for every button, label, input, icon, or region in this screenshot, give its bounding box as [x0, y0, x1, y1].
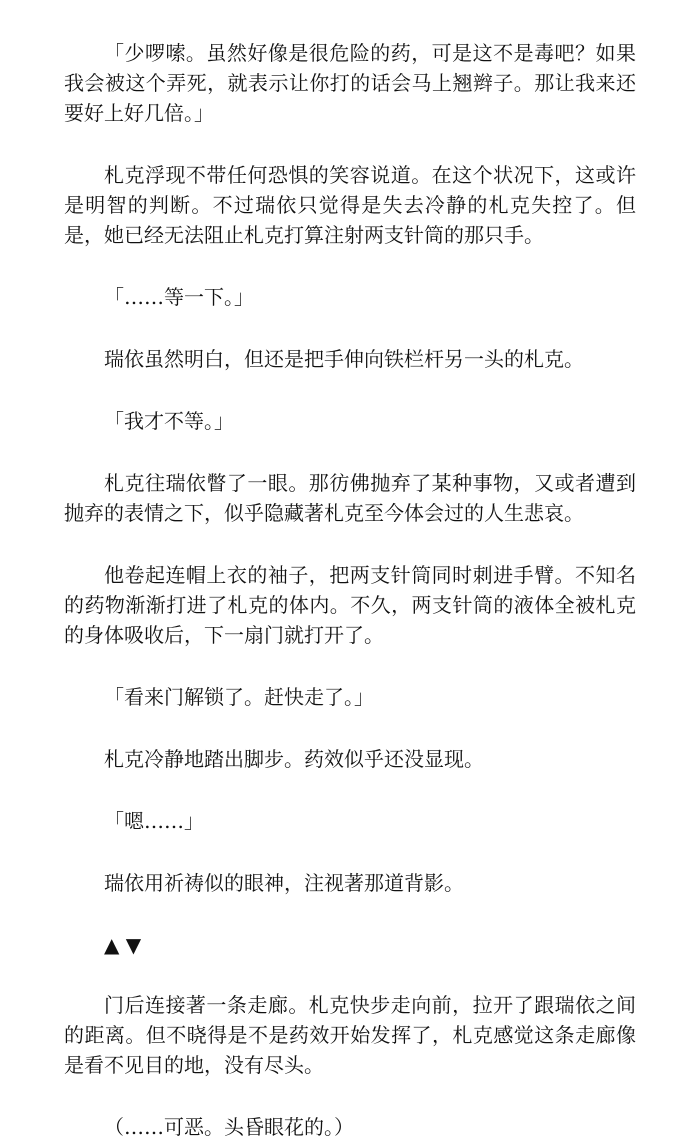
paragraph-8: 「看来门解锁了。赶快走了。」 [104, 685, 374, 709]
paragraph-5: 「我才不等。」 [104, 409, 234, 433]
paragraph-11: 瑞依用祈祷似的眼神，注视著那道背影。 [104, 871, 464, 895]
paragraph-10: 「嗯……」 [104, 809, 204, 833]
paragraph-3: 「……等一下。」 [104, 285, 254, 309]
paragraph-6: 札克往瑞依瞥了一眼。那彷佛抛弃了某种事物，又或者遭到抛弃的表情之下，似乎隐藏著札克至今体会过的人生悲哀。 [64, 471, 636, 525]
paragraph-9: 札克冷静地踏出脚步。药效似乎还没显现。 [104, 747, 484, 771]
scene-break-triangles: ▲ ▼ [104, 933, 142, 957]
paragraph-12: 门后连接著一条走廊。札克快步走向前，拉开了跟瑞依之间的距离。但不晓得是不是药效开始发挥了，札克感觉这条走廊像是看不见目的地，没有尽头。 [64, 993, 636, 1077]
paragraph-2: 札克浮现不带任何恐惧的笑容说道。在这个状况下，这或许是明智的判断。不过瑞依只觉得是失去冷静的札克失控了。但是，她已经无法阻止札克打算注射两支针筒的那只手。 [64, 163, 636, 247]
paragraph-7: 他卷起连帽上衣的袖子，把两支针筒同时刺进手臂。不知名的药物渐渐打进了札克的体内。不久，两支针筒的液体全被札克的身体吸收后，下一扇门就打开了。 [64, 563, 636, 647]
paragraph-4: 瑞依虽然明白，但还是把手伸向铁栏杆另一头的札克。 [104, 347, 584, 371]
paragraph-1: 「少啰嗦。虽然好像是很危险的药，可是这不是毒吧？如果我会被这个弄死，就表示让你打的话会马上翘辫子。那让我来还要好上好几倍。」 [64, 41, 636, 125]
paragraph-13: （……可恶。头昏眼花的。） [104, 1115, 354, 1139]
